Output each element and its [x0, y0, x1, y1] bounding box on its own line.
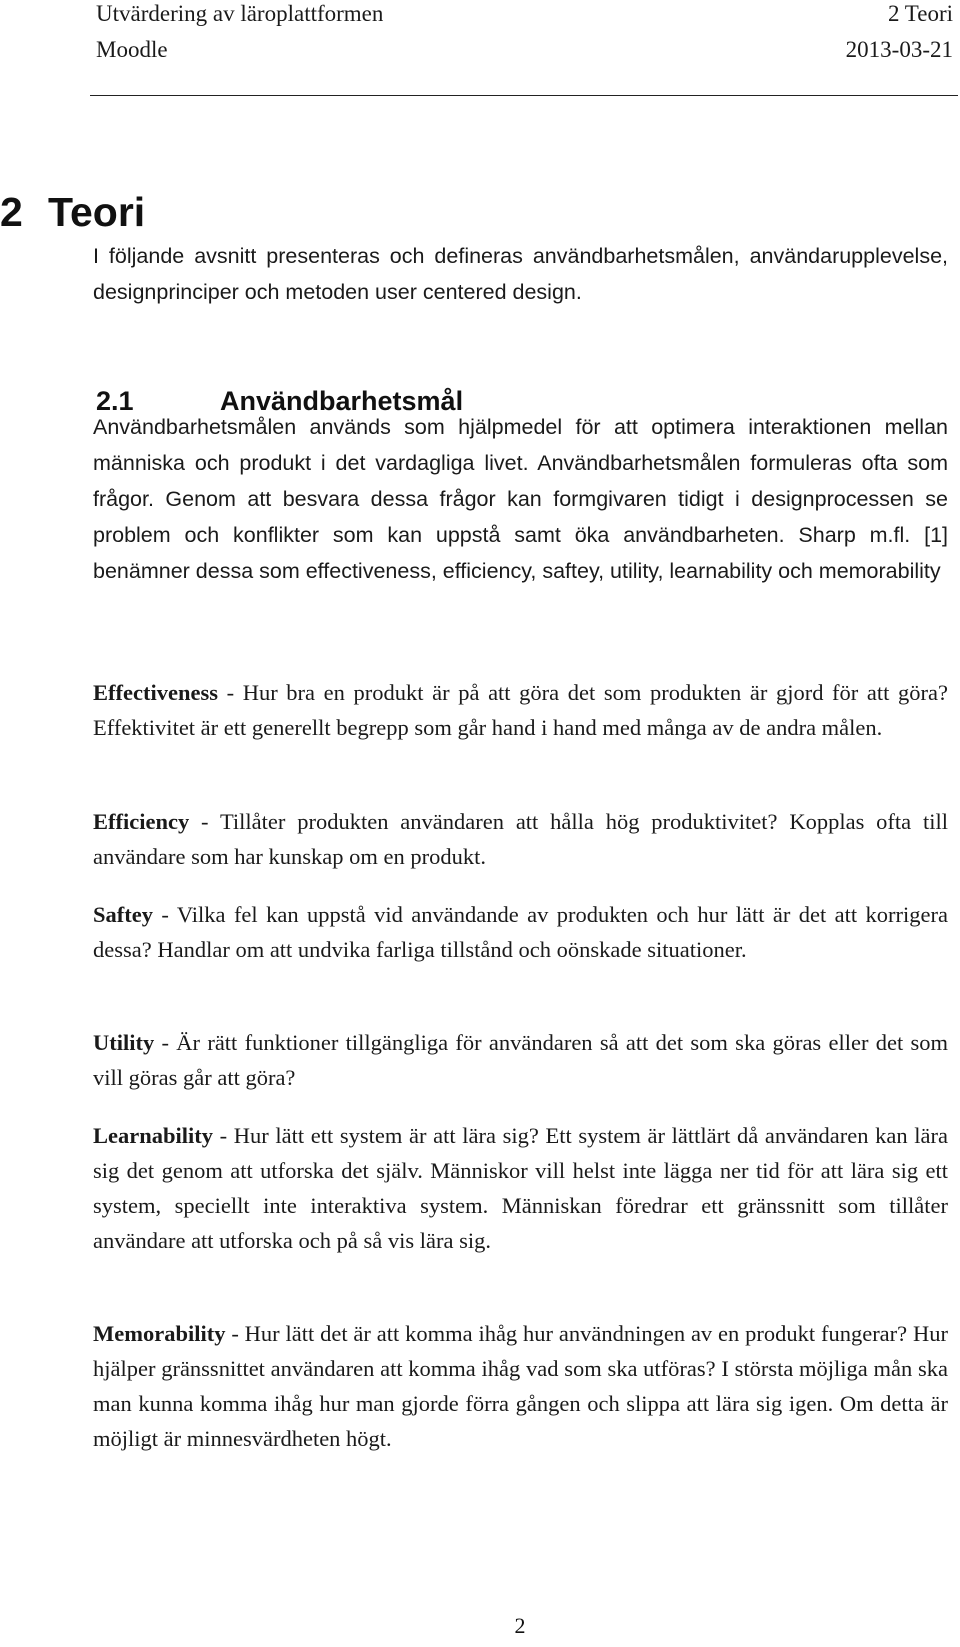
header-divider — [90, 95, 958, 96]
goal-term: Learnability — [93, 1123, 214, 1148]
goal-description: - Är rätt funktioner tillgängliga för användaren så att det som ska göras eller det som vill göras går att göra? — [93, 1030, 948, 1090]
goal-utility — [93, 1025, 948, 1095]
goal-term: Saftey — [93, 902, 153, 927]
goal-term: Memorability — [93, 1321, 226, 1346]
header-section: 2 Teori — [887, 1, 953, 26]
goal-description: - Vilka fel kan uppstå vid användande av produkten och hur lätt är det att korrigera dessa? Handlar om att undvika farliga tillstånd och oönskade situationer. — [93, 902, 948, 962]
goal-saftey — [93, 897, 948, 967]
goal-efficiency — [93, 804, 948, 874]
goal-description: - Tillåter produkten användaren att hålla hög produktivitet? Kopplas ofta till användare som har kunskap om en produkt. — [93, 809, 948, 869]
chapter-number: 2 — [0, 189, 23, 235]
page-number: 2 — [514, 1613, 526, 1638]
goal-term: Effectiveness — [93, 680, 218, 705]
goal-description: - Hur lätt det är att komma ihåg hur användningen av en produkt fungerar? Hur hjälper gränssnittet användaren att komma ihåg vad som ska utföras? I största möjliga mån ska man kunna komma ihåg hur man gjorde förra gången och slippa att lära sig igen. Om detta är möjligt är minnesvärdheten högt. — [93, 1321, 948, 1451]
goal-description: - Hur lätt ett system är att lära sig? Ett system är lättlärt då användaren kan lära sig det genom att utforska det själv. Människor vill helst inte lägga ner tid för att lära sig ett system, speciellt inte interaktiva system. Människan föredrar ett gränssnitt som tillåter användare att utforska och på så vis lära sig. — [93, 1123, 948, 1253]
goal-memorability — [93, 1316, 948, 1456]
goal-description: - Hur bra en produkt är på att göra det som produkten är gjord för att göra? Effektivitet är ett generellt begrepp som går hand i hand med många av de andra målen. — [93, 680, 948, 740]
header-date: 2013-03-21 — [845, 37, 953, 62]
running-header — [96, 0, 960, 96]
chapter-heading — [0, 184, 145, 240]
header-doc-title: Utvärdering av läroplattformen — [96, 1, 384, 26]
header-platform: Moodle — [96, 37, 168, 62]
section-number: 2.1 — [96, 386, 134, 416]
goal-learnability — [93, 1118, 948, 1258]
section-intro: Användbarhetsmålen används som hjälpmedel för att optimera interaktionen mellan människa och produkt i det vardagliga livet. Användbarhetsmålen formuleras ofta som frågor. Genom att besvara dessa frågor kan formgivaren tidigt i designprocessen se problem och konflikter som kan uppstå samt öka användbarheten. Sharp m.fl. [1] benämner dessa som effectiveness, efficiency, saftey, utility, learnability och memorability — [93, 415, 948, 583]
goal-term: Utility — [93, 1030, 155, 1055]
section-title: Användbarhetsmål — [220, 386, 464, 416]
chapter-intro: I följande avsnitt presenteras och defineras användbarhetsmålen, användarupplevelse, designprinciper och metoden user centered design. — [93, 244, 948, 304]
goal-effectiveness — [93, 675, 948, 745]
chapter-title: Teori — [48, 189, 146, 235]
goal-term: Efficiency — [93, 809, 190, 834]
